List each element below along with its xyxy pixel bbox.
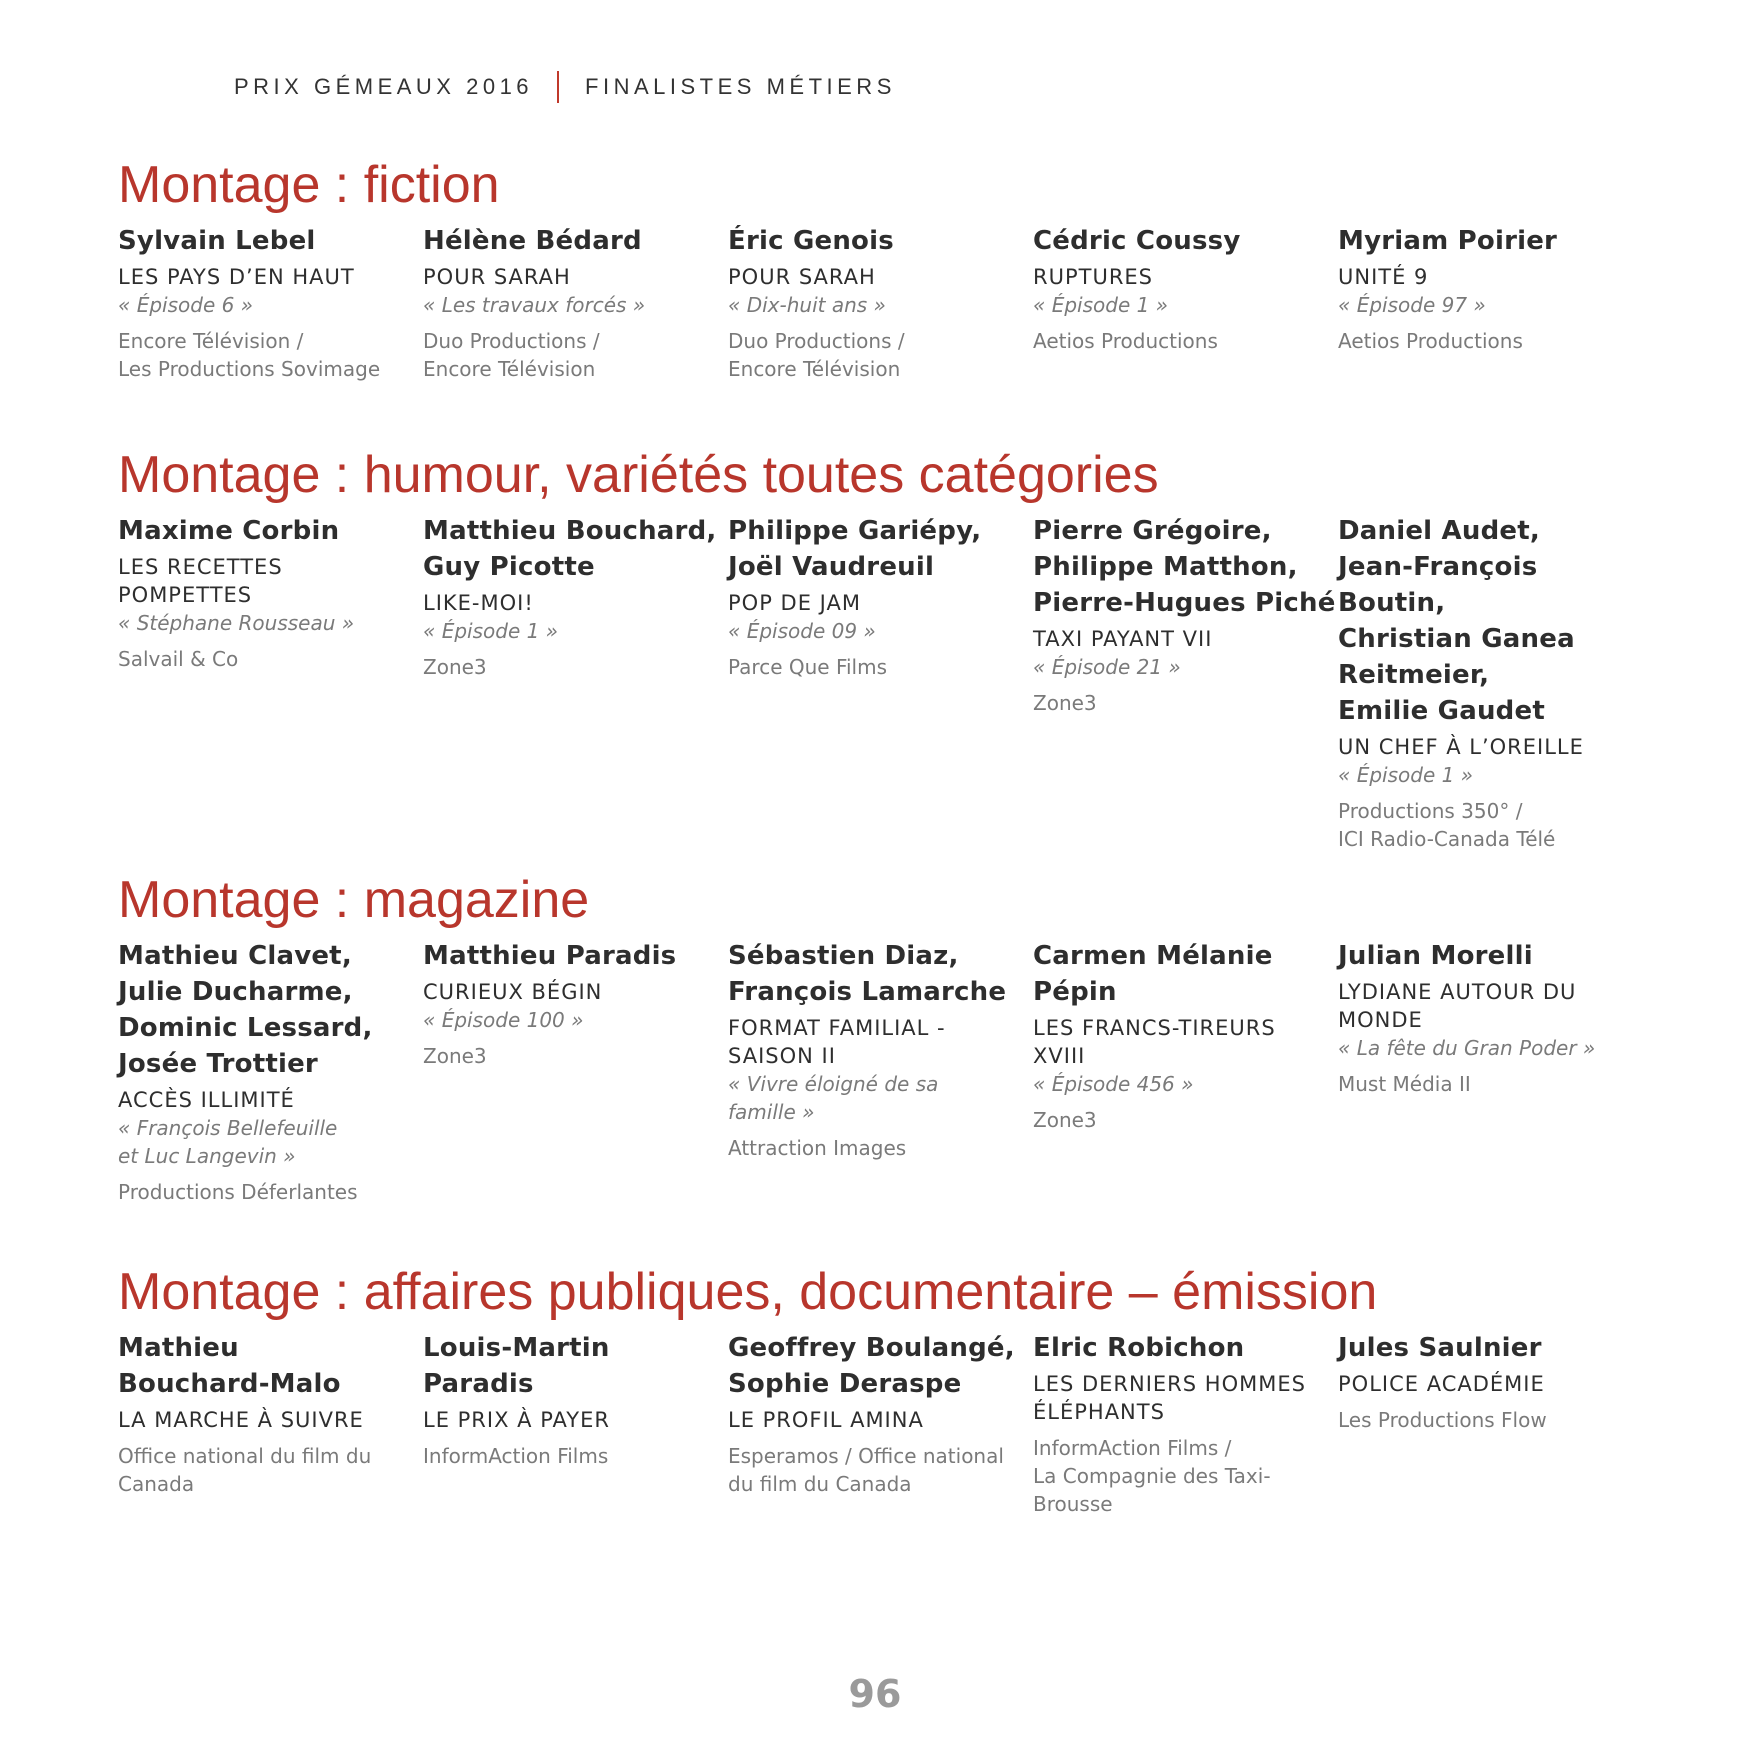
producer: Les Productions Flow — [1338, 1408, 1547, 1432]
section-humour-varietes — [118, 445, 1638, 853]
episode-title: « Les travaux forcés » — [423, 293, 646, 317]
finalist-name: Myriam Poirier — [1338, 226, 1558, 256]
finalist-name: Mathieu Bouchard-Malo — [118, 1333, 341, 1399]
finalists-row — [118, 223, 1638, 383]
show-title: FORMAT FAMILIAL - SAISON II — [728, 1016, 946, 1068]
producer: Zone3 — [1033, 691, 1097, 715]
producer: Productions Déferlantes — [118, 1180, 358, 1204]
producer: Aetios Productions — [1033, 329, 1218, 353]
finalist-entry — [728, 938, 1033, 1206]
finalist-entry — [728, 223, 1033, 383]
finalist-entry — [1033, 1330, 1338, 1518]
episode-title: « Épisode 456 » — [1033, 1072, 1194, 1096]
finalist-name: Julian Morelli — [1338, 941, 1533, 971]
section-title: Montage : fiction — [118, 156, 500, 214]
finalist-name: Geoffrey Boulangé, Sophie Deraspe — [728, 1333, 1015, 1399]
show-title: LE PRIX À PAYER — [423, 1408, 610, 1432]
header-right: FINALISTES MÉTIERS — [585, 74, 896, 99]
finalist-entry — [423, 938, 728, 1206]
episode-title: « Épisode 97 » — [1338, 293, 1486, 317]
page-number: 96 — [848, 1672, 902, 1716]
section-fiction — [118, 155, 1638, 383]
section-affaires-publiques — [118, 1262, 1638, 1518]
episode-title: « Épisode 1 » — [1338, 763, 1474, 787]
show-title: TAXI PAYANT VII — [1033, 627, 1213, 651]
header-left: PRIX GÉMEAUX 2016 — [234, 74, 534, 99]
show-title: UN CHEF À L’OREILLE — [1338, 735, 1584, 759]
producer: Parce Que Films — [728, 655, 888, 679]
section-magazine — [118, 870, 1638, 1206]
producer: Must Média II — [1338, 1072, 1471, 1096]
episode-title: « Vivre éloigné de sa famille » — [728, 1072, 939, 1124]
show-title: POLICE ACADÉMIE — [1338, 1372, 1545, 1396]
producer: Productions 350° / ICI Radio-Canada Télé — [1338, 799, 1556, 851]
finalist-entry — [118, 1330, 423, 1518]
producer: InformAction Films — [423, 1444, 609, 1468]
finalist-name: Elric Robichon — [1033, 1333, 1245, 1363]
finalist-name: Maxime Corbin — [118, 516, 340, 546]
show-title: POUR SARAH — [728, 265, 876, 289]
producer: Aetios Productions — [1338, 329, 1523, 353]
producer: Zone3 — [423, 655, 487, 679]
finalist-entry — [1338, 223, 1643, 383]
finalist-entry — [1338, 513, 1643, 853]
finalist-entry — [728, 1330, 1033, 1518]
finalist-entry — [1033, 513, 1338, 853]
producer: Duo Productions / Encore Télévision — [423, 329, 600, 381]
episode-title: « Épisode 09 » — [728, 619, 876, 643]
finalist-name: Louis-Martin Paradis — [423, 1333, 610, 1399]
show-title: CURIEUX BÉGIN — [423, 980, 603, 1004]
finalist-entry — [1338, 938, 1643, 1206]
producer: Zone3 — [423, 1044, 487, 1068]
finalist-entry — [118, 938, 423, 1206]
episode-title: « François Bellefeuille et Luc Langevin » — [118, 1116, 338, 1168]
episode-title: « Dix-huit ans » — [728, 293, 886, 317]
producer: Office national du film du Canada — [118, 1444, 372, 1496]
running-header — [234, 70, 896, 104]
finalist-entry — [1033, 223, 1338, 383]
show-title: POP DE JAM — [728, 591, 861, 615]
finalist-name: Sylvain Lebel — [118, 226, 316, 256]
show-title: LA MARCHE À SUIVRE — [118, 1408, 364, 1432]
episode-title: « Épisode 100 » — [423, 1008, 584, 1032]
finalist-name: Matthieu Bouchard, Guy Picotte — [423, 516, 717, 582]
finalist-name: Pierre Grégoire, Philippe Matthon, Pierre-Hugues Piché — [1033, 516, 1336, 618]
episode-title: « Épisode 21 » — [1033, 655, 1181, 679]
producer: Zone3 — [1033, 1108, 1097, 1132]
finalist-entry — [1033, 938, 1338, 1206]
finalist-name: Carmen Mélanie Pépin — [1033, 941, 1273, 1007]
producer: Salvail & Co — [118, 647, 239, 671]
finalist-name: Matthieu Paradis — [423, 941, 677, 971]
finalist-entry — [423, 223, 728, 383]
section-title: Montage : humour, variétés toutes catégories — [118, 446, 1159, 504]
finalist-name: Jules Saulnier — [1338, 1333, 1542, 1363]
finalists-row — [118, 1330, 1638, 1518]
finalist-entry — [118, 513, 423, 853]
finalist-name: Éric Genois — [728, 226, 894, 256]
finalist-entry — [423, 513, 728, 853]
episode-title: « Épisode 1 » — [423, 619, 559, 643]
section-title: Montage : magazine — [118, 871, 590, 929]
show-title: LES DERNIERS HOMMES ÉLÉPHANTS — [1033, 1372, 1306, 1424]
show-title: LE PROFIL AMINA — [728, 1408, 924, 1432]
finalist-entry — [1338, 1330, 1643, 1518]
finalist-name: Cédric Coussy — [1033, 226, 1241, 256]
finalist-entry — [118, 223, 423, 383]
finalist-name: Philippe Gariépy, Joël Vaudreuil — [728, 516, 982, 582]
finalist-entry — [728, 513, 1033, 853]
episode-title: « Épisode 1 » — [1033, 293, 1169, 317]
show-title: POUR SARAH — [423, 265, 571, 289]
producer: InformAction Films / La Compagnie des Taxi- Brousse — [1033, 1436, 1271, 1516]
finalist-name: Daniel Audet, Jean-François Boutin, Christian Ganea Reitmeier, Emilie Gaudet — [1338, 516, 1575, 726]
show-title: LYDIANE AUTOUR DU MONDE — [1338, 980, 1577, 1032]
finalist-name: Hélène Bédard — [423, 226, 642, 256]
finalist-entry — [423, 1330, 728, 1518]
show-title: LES RECETTES POMPETTES — [118, 555, 283, 607]
show-title: ACCÈS ILLIMITÉ — [118, 1088, 295, 1112]
show-title: LES PAYS D’EN HAUT — [118, 265, 355, 289]
show-title: LES FRANCS-TIREURS XVIII — [1033, 1016, 1276, 1068]
episode-title: « La fête du Gran Poder » — [1338, 1036, 1596, 1060]
section-title: Montage : affaires publiques, documentaire – émission — [118, 1263, 1378, 1321]
producer: Encore Télévision / Les Productions Sovimage — [118, 329, 381, 381]
finalists-row — [118, 513, 1638, 853]
episode-title: « Épisode 6 » — [118, 293, 254, 317]
show-title: UNITÉ 9 — [1338, 265, 1429, 289]
show-title: RUPTURES — [1033, 265, 1154, 289]
finalist-name: Sébastien Diaz, François Lamarche — [728, 941, 1007, 1007]
producer: Attraction Images — [728, 1136, 907, 1160]
finalists-row — [118, 938, 1638, 1206]
show-title: LIKE-MOI! — [423, 591, 534, 615]
header-separator — [557, 71, 559, 103]
producer: Duo Productions / Encore Télévision — [728, 329, 905, 381]
episode-title: « Stéphane Rousseau » — [118, 611, 355, 635]
producer: Esperamos / Office national du film du Canada — [728, 1444, 1004, 1496]
finalist-name: Mathieu Clavet, Julie Ducharme, Dominic Lessard, Josée Trottier — [118, 941, 373, 1079]
